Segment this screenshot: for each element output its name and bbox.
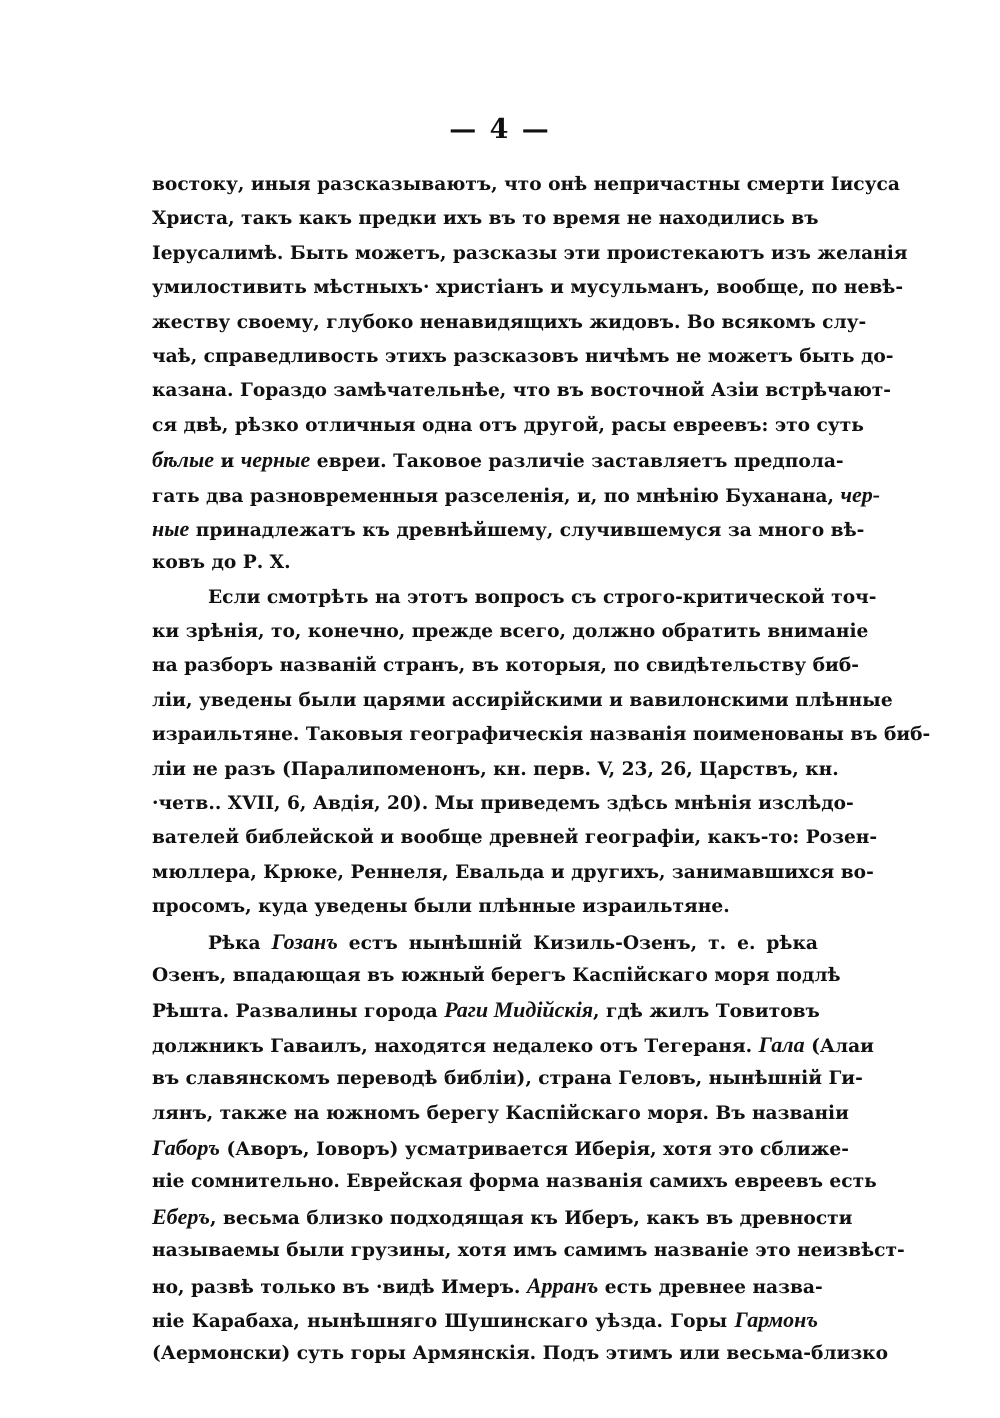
text-line: ніе сомнительно. Еврейская форма названія самихъ евреевъ есть	[152, 1171, 877, 1193]
text-line: востоку, иныя разсказываютъ, что онѣ непричастны смерти Іисуса	[152, 174, 900, 195]
text-segment: гать два разновременныя разселенія, и, по мнѣнію Буханана,	[152, 485, 841, 507]
text-line: въ славянскомъ переводѣ библіи), страна Геловъ, нынѣшній Ги-	[152, 1068, 863, 1090]
emphasized-word: Гала	[758, 1031, 805, 1057]
text-line: умилостивить мѣстныхъ· христіанъ и мусульманъ, вообще, по невѣ-	[152, 277, 904, 299]
text-line: казана. Гораздо замѣчательнѣе, что въ восточной Азіи встрѣчают-	[152, 380, 892, 402]
text-line: израильтяне. Таковыя географическія названія поименованы въ биб-	[152, 724, 931, 746]
emphasized-word: бѣлые	[152, 447, 214, 473]
emphasized-word: Арранъ	[526, 1272, 599, 1298]
text-segment: ніе Карабаха, нынѣшняго Шушинскаго уѣзда. Горы	[152, 1310, 735, 1332]
text-line: называемы были грузины, хотя имъ самимъ названіе это неизвѣст-	[152, 1240, 905, 1262]
body-text	[152, 168, 931, 1372]
text-segment: принадлежатъ къ древнѣйшему, случившемуся за много вѣ-	[189, 519, 865, 541]
text-segment: евреи. Таковое различіе заставляетъ предпола-	[310, 451, 844, 473]
text-segment: но, развѣ только въ ·видѣ Имеръ.	[152, 1276, 527, 1298]
emphasized-word: ные	[152, 515, 190, 541]
text-line: ковъ до Р. Х.	[152, 552, 291, 574]
text-line	[152, 443, 844, 477]
text-line: (Аермонски) суть горы Армянскія. Подъ этимъ или весьма-близко	[152, 1343, 889, 1365]
text-line: ·четв.. XVII, 6, Авдія, 20). Мы приведемъ здѣсь мнѣнія изслѣдо-	[152, 793, 854, 815]
emphasized-word: Раги Мидійскія	[444, 997, 594, 1023]
emphasized-word: черные	[240, 447, 311, 473]
text-segment: , весьма близко подходящая къ Иберъ, какъ въ древности	[210, 1207, 853, 1229]
text-line: Іерусалимѣ. Быть можетъ, разсказы эти проистекаютъ изъ желанія	[152, 242, 908, 264]
text-segment: Рѣка	[208, 932, 272, 954]
text-line: ся двѣ, рѣзко отличныя одна отъ другой, расы евреевъ: это суть	[152, 414, 864, 436]
text-segment: естъ нынѣшній Кизиль-Озенъ, т. е. рѣка	[337, 932, 818, 954]
emphasized-word: чер-	[840, 481, 881, 507]
text-line: вателей библейской и вообще древней географіи, какъ-то: Розен-	[152, 827, 878, 849]
text-line: просомъ, куда уведены были плѣнные израильтяне.	[152, 896, 730, 918]
emphasized-word: Гозанъ	[271, 928, 338, 954]
text-line	[152, 1269, 823, 1303]
text-line: на разборъ названій странъ, въ которыя, по свидѣтельству биб-	[152, 655, 859, 677]
text-line	[152, 1303, 818, 1337]
text-segment: Рѣшта. Развалины города	[152, 1001, 445, 1023]
text-line	[152, 1131, 849, 1165]
page-number: — 4 —	[449, 114, 551, 145]
emphasized-word: Габоръ	[152, 1134, 221, 1160]
text-line: ки зрѣнія, то, конечно, прежде всего, должно обратить вниманіе	[152, 621, 869, 643]
text-line: жеству своему, глубоко ненавидящихъ жидовъ. Во всякомъ слу-	[152, 311, 867, 333]
text-segment: должникъ Гаваилъ, находятся недалеко отъ Тегераня.	[152, 1035, 759, 1057]
text-line: ліи, уведены были царями ассирійскими и вавилонскими плѣнные	[152, 689, 893, 711]
text-line	[152, 512, 865, 546]
text-line	[152, 925, 818, 959]
text-line	[152, 993, 818, 1027]
text-line: Христа, такъ какъ предки ихъ въ то время не находились въ	[152, 208, 819, 230]
text-segment: (Аворъ, Іоворъ) усматривается Иберія, хотя это сближе-	[220, 1138, 849, 1160]
text-segment: , гдѣ жилъ Товитовъ	[593, 1001, 820, 1023]
emphasized-word: Гармонъ	[734, 1306, 818, 1332]
text-line: ліи не разъ (Паралипоменонъ, кн. перв. V, 23, 26, Царствъ, кн.	[152, 758, 839, 780]
text-segment: (Алаи	[804, 1035, 874, 1057]
text-segment: и	[213, 451, 241, 473]
text-line: Если смотрѣть на этотъ вопросъ съ строго-критической точ-	[208, 586, 877, 608]
text-line: Озенъ, впадающая въ южный берегъ Каспійскаго моря подлѣ	[152, 964, 841, 986]
text-line: чаѣ, справедливость этихъ разсказовъ ничѣмъ не можетъ быть до-	[152, 345, 894, 367]
text-line	[152, 1028, 874, 1062]
text-segment: есть древнее назва-	[598, 1276, 823, 1298]
text-line: лянъ, также на южномъ берегу Каспійскаго моря. Въ названіи	[152, 1102, 849, 1124]
text-line	[152, 478, 881, 512]
text-line	[152, 1200, 853, 1234]
text-line: мюллера, Крюке, Реннеля, Евальда и другихъ, занимавшихся во-	[152, 861, 874, 883]
emphasized-word: Еберъ	[152, 1203, 211, 1229]
